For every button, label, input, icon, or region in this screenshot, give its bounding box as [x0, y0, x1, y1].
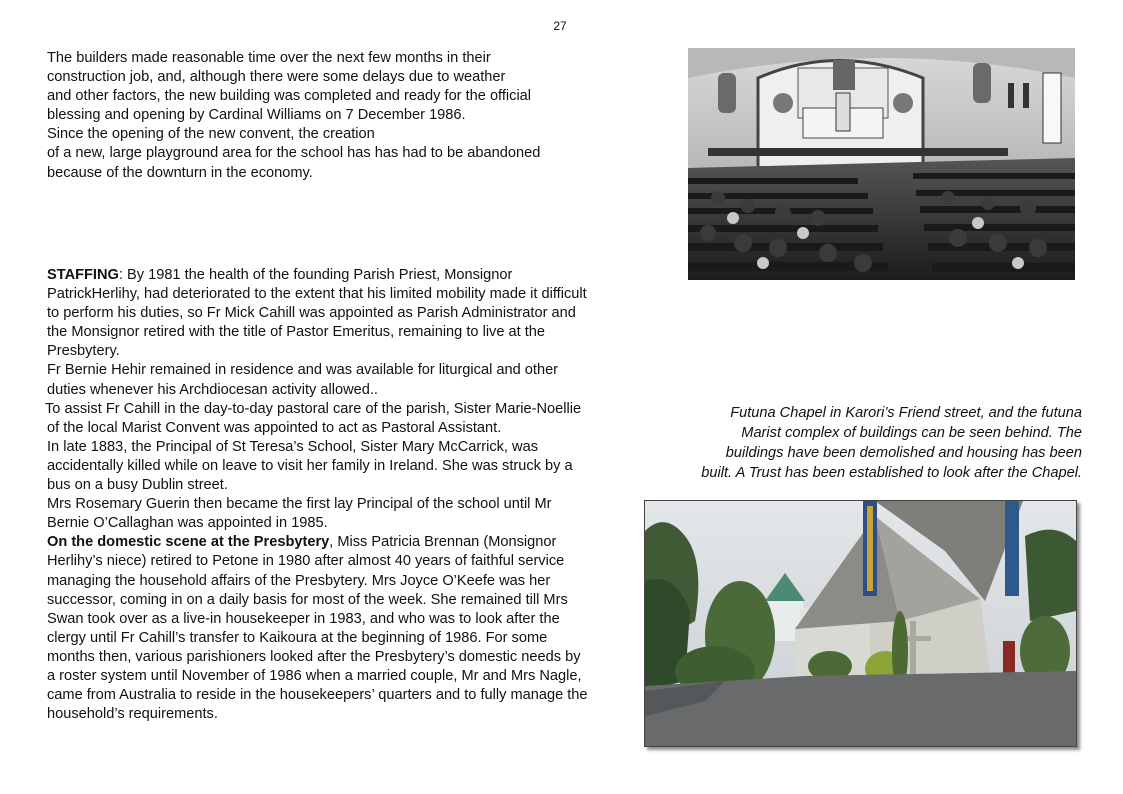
domestic-line: , Miss Patricia Brennan (Monsignor [329, 534, 557, 551]
domestic-first-line [47, 533, 588, 552]
church-interior-photo [688, 48, 1075, 280]
staffing-line: Presbytery. [47, 343, 120, 360]
staffing-first-line [47, 266, 588, 285]
domestic-line: clergy until Fr Cahill’s transfer to Kaikoura at the beginning of 1986. For some [47, 629, 548, 646]
intro-line: Since the opening of the new convent, the creation [47, 126, 375, 143]
domestic-heading: On the domestic scene at the Presbytery [47, 534, 330, 551]
intro-line: because of the downturn in the economy. [47, 164, 313, 181]
staffing-line: Mrs Rosemary Guerin then became the first lay Principal of the school until Mr [47, 496, 552, 513]
domestic-line: household’s requirements. [47, 706, 218, 723]
intro-line: blessing and opening by Cardinal Williams on 7 December 1986. [47, 107, 466, 124]
intro-paragraph [47, 49, 540, 183]
photo-caption [650, 403, 1082, 483]
domestic-line: Herlihy’s niece) retired to Petone in 1980 after almost 40 years of faithful service [47, 553, 565, 570]
staffing-line: accidentally killed while on leave to visit her family in Ireland. She was struck by a [47, 457, 573, 474]
domestic-line: a roster system until November of 1986 when a married couple, Mr and Mrs Nagle, [47, 667, 582, 684]
staffing-line: the Monsignor retired with the title of Pastor Emeritus, remaining to live at the [47, 324, 546, 341]
domestic-line: successor, coming in on a daily basis for most of the week. She remained till Mrs [47, 591, 568, 608]
intro-line: construction job, and, although there were some delays due to weather [47, 69, 506, 86]
domestic-line: Swan took over as a live-in housekeeper in 1983, and who was to look after the [47, 610, 560, 627]
staffing-line: To assist Fr Cahill in the day-to-day pastoral care of the parish, Sister Marie-Noellie [45, 400, 582, 417]
domestic-line: months then, various parishioners looked after the Presbytery’s domestic needs by [47, 648, 581, 665]
staffing-line: to perform his duties, so Fr Mick Cahill was appointed as Parish Administrator and [47, 305, 576, 322]
staffing-line: duties whenever his Archdiocesan activity allowed.. [47, 381, 378, 398]
staffing-heading: STAFFING [47, 267, 119, 283]
domestic-line: managing the household affairs of the Presbytery. Mrs Joyce O’Keefe was her [47, 572, 551, 589]
staffing-line: of the local Marist Convent was appointed to act as Pastoral Assistant. [47, 419, 502, 436]
staffing-section [47, 266, 588, 724]
page-number: 27 [553, 19, 567, 33]
caption-line: built. A Trust has been established to look after the Chapel. [701, 465, 1082, 481]
staffing-line: Bernie O’Callaghan was appointed in 1985. [47, 515, 328, 532]
staffing-line: Fr Bernie Hehir remained in residence and was available for liturgical and other [47, 362, 559, 379]
futuna-chapel-illustration [645, 501, 1076, 746]
staffing-line: : By 1981 the health of the founding Parish Priest, Monsignor [118, 267, 513, 283]
staffing-line: In late 1883, the Principal of St Teresa’s School, Sister Mary McCarrick, was [47, 438, 538, 455]
staffing-line: PatrickHerlihy, had deteriorated to the extent that his limited mobility made it difficult [47, 286, 587, 303]
caption-line: buildings have been demolished and housing has been [725, 445, 1082, 461]
intro-line: The builders made reasonable time over the next few months in their [47, 50, 491, 66]
domestic-line: came from Australia to reside in the housekeepers’ quarters and to fully manage the [47, 687, 588, 704]
intro-line: of a new, large playground area for the school has has had to be abandoned [47, 145, 541, 162]
caption-line: Marist complex of buildings can be seen behind. The [741, 425, 1082, 441]
church-interior-illustration [688, 48, 1075, 280]
staffing-line: bus on a busy Dublin street. [47, 477, 228, 494]
futuna-chapel-photo [644, 500, 1077, 747]
intro-line: and other factors, the new building was completed and ready for the official [47, 88, 532, 105]
caption-line: Futuna Chapel in Karori’s Friend street, and the futuna [730, 405, 1082, 421]
